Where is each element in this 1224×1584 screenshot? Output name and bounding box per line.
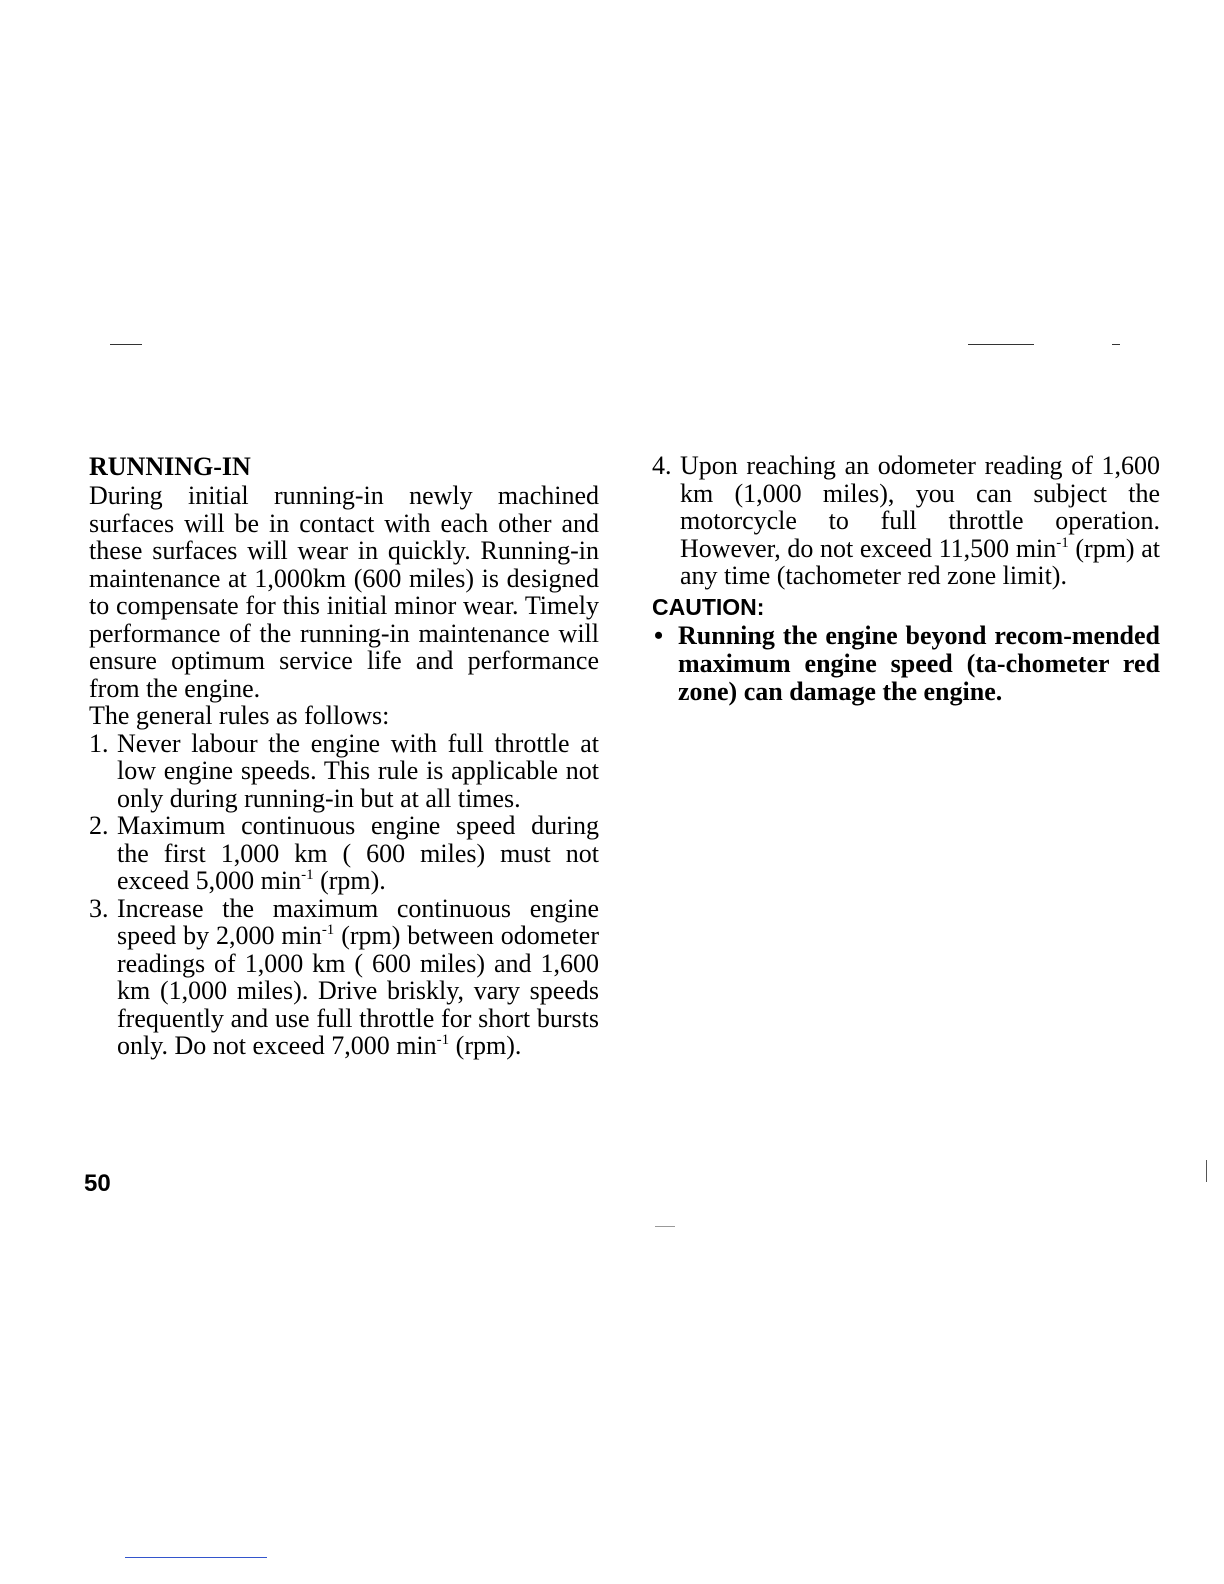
right-column <box>652 452 1160 706</box>
caution-item <box>652 622 1160 706</box>
superscript: -1 <box>301 867 314 883</box>
superscript: -1 <box>436 1032 450 1048</box>
bullet-icon: • <box>654 620 664 650</box>
left-column <box>89 452 599 1060</box>
scan-mark <box>1112 344 1120 345</box>
caution-text: Running the engine beyond recom-mended maximum engine speed (ta-chometer red zone) can damage the engine. <box>678 620 1160 706</box>
page-number: 50 <box>84 1170 111 1197</box>
rule-item <box>89 730 599 813</box>
scan-mark <box>1206 1160 1207 1182</box>
rule-number: 4. <box>652 451 672 480</box>
rule-number: 3. <box>89 893 109 923</box>
scan-mark <box>968 344 1034 345</box>
rule-text: Never labour the engine with full throttle at low engine speeds. This rule is applicable not only during running-in but at all times. <box>117 728 599 813</box>
superscript: -1 <box>1056 534 1069 551</box>
rule-text: Upon reaching an odometer reading of 1,600 km (1,000 miles), you can subject the motorcycle to full throttle operation. However, do not exceed 11,500 $\min^{-1} (rpm)$ at any time (tachometer red zone limit). <box>680 451 1160 590</box>
rule-item <box>89 812 599 895</box>
superscript: -1 <box>321 922 335 938</box>
rule-number: 2. <box>89 811 109 840</box>
rule-item <box>89 895 599 1060</box>
rules-list <box>89 730 599 1060</box>
intro-paragraph: During initial running-in newly machined surfaces will be in contact with each other and these surfaces will wear in quickly. Running-in maintenance at 1,000km (600 miles) is designed to compensate for this initial minor wear. Timely performance of the running-in maintenance will ensure optimum service life and performance from the engine. <box>89 481 599 703</box>
caution-label: CAUTION: <box>652 593 765 620</box>
scan-mark <box>125 1557 267 1558</box>
rule-number: 1. <box>89 728 109 758</box>
rule-text: Increase the maximum continuous engine speed by 2,000 $\min^{-1} (rpm)$ between odometer readings of 1,000 km ( 600 miles) and 1,600 km (1,000 miles). Drive briskly, vary speeds frequently and use full throttle for short bursts only. Do not exceed 7,000 $\min^{-1} (rpm)$. <box>117 893 599 1060</box>
rules-intro: The general rules as follows: <box>89 701 390 730</box>
scan-mark <box>655 1226 675 1227</box>
section-heading: RUNNING-IN <box>89 452 251 481</box>
scan-mark <box>110 344 142 345</box>
rule-item <box>652 452 1160 590</box>
rule-text: Maximum continuous engine speed during the first 1,000 km ( 600 miles) must not exceed 5,000 $\min^{-1} (rpm)$. <box>117 811 599 895</box>
